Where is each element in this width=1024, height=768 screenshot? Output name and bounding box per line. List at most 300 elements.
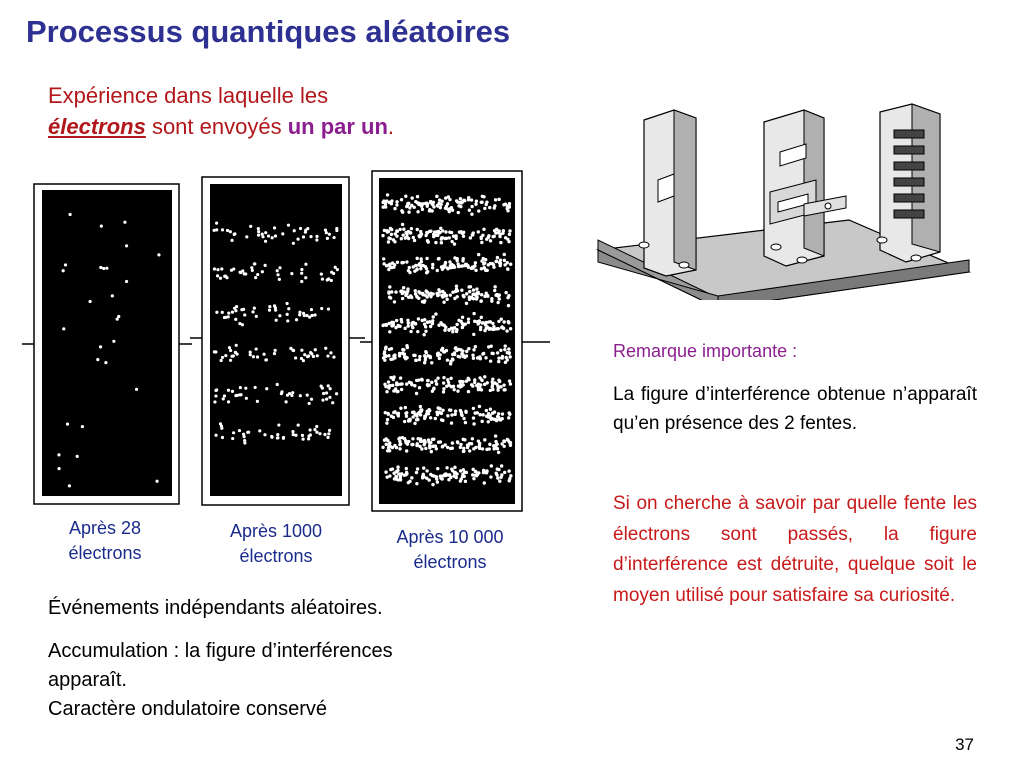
impact-dot (430, 381, 433, 384)
impact-dot (508, 233, 511, 236)
impact-dot (249, 350, 252, 353)
impact-dot (268, 309, 271, 312)
impact-dot (489, 389, 492, 392)
impact-dot (300, 349, 303, 352)
impact-dot (478, 447, 481, 450)
impact-dot (408, 266, 411, 269)
impact-dot (502, 445, 505, 448)
impact-dot (452, 265, 455, 268)
impact-dot (222, 397, 225, 400)
impact-dot (501, 355, 504, 358)
impact-dot (276, 433, 279, 436)
impact-dot (507, 416, 510, 419)
impact-dot (388, 330, 391, 333)
impact-dot (410, 196, 413, 199)
impact-dot (509, 441, 512, 444)
impact-dot (502, 383, 505, 386)
impact-dot (447, 381, 450, 384)
impact-dot (334, 266, 337, 269)
impact-dot (216, 268, 219, 271)
impact-dot (395, 234, 398, 237)
impact-dot (490, 352, 493, 355)
impact-dot (475, 297, 478, 300)
slide-title: Processus quantiques aléatoires (26, 14, 511, 49)
impact-dot (111, 294, 114, 297)
impact-dot (508, 355, 511, 358)
impact-dot (243, 439, 246, 442)
impact-dot (392, 375, 395, 378)
impact-dot (257, 234, 260, 237)
impact-dot (328, 429, 331, 432)
impact-dot (489, 475, 492, 478)
impact-dot (395, 229, 398, 232)
impact-dot (434, 241, 437, 244)
impact-dot (448, 210, 451, 213)
impact-dot (255, 347, 258, 350)
impact-dot (278, 278, 281, 281)
caption-28: Après 28 électrons (68, 518, 142, 563)
impact-dot (277, 423, 280, 426)
panel-10000-electrons (360, 168, 550, 516)
impact-dot (229, 359, 232, 362)
impact-dot (258, 429, 261, 432)
impact-dot (480, 420, 483, 423)
impact-dot (479, 236, 482, 239)
impact-dot (407, 481, 410, 484)
impact-dot (385, 229, 388, 232)
impact-dot (229, 349, 232, 352)
impact-dot (389, 237, 392, 240)
impact-dot (405, 415, 408, 418)
impact-dot (405, 260, 408, 263)
impact-dot (435, 382, 438, 385)
impact-dot (99, 266, 102, 269)
impact-dot (453, 351, 456, 354)
impact-dot (99, 345, 102, 348)
impact-dot (323, 433, 326, 436)
impact-dot (446, 446, 449, 449)
impact-dot (410, 381, 413, 384)
impact-dot (424, 289, 427, 292)
impact-dot (500, 473, 503, 476)
impact-dot (498, 235, 501, 238)
impact-dot (425, 469, 428, 472)
impact-dot (506, 268, 509, 271)
impact-dot (459, 409, 462, 412)
impact-dot (257, 227, 260, 230)
impact-dot (398, 228, 401, 231)
impact-dot (219, 277, 222, 280)
impact-dot (448, 230, 451, 233)
impact-dot (265, 387, 268, 390)
impact-dot (416, 195, 419, 198)
impact-dot (476, 356, 479, 359)
impact-dot (483, 375, 486, 378)
impact-dot (493, 204, 496, 207)
impact-dot (452, 388, 455, 391)
impact-dot (57, 467, 60, 470)
impact-dot (326, 436, 329, 439)
impact-dot (406, 290, 409, 293)
impact-dot (498, 480, 501, 483)
impact-dot (315, 238, 318, 241)
impact-dot (300, 272, 303, 275)
impact-dot (490, 417, 493, 420)
impact-dot (468, 295, 471, 298)
impact-dot (449, 293, 452, 296)
impact-dot (462, 447, 465, 450)
impact-dot (497, 198, 500, 201)
impact-dot (460, 414, 463, 417)
impact-dot (453, 413, 456, 416)
impact-dot (456, 262, 459, 265)
impact-dot (324, 229, 327, 232)
impact-dot (434, 379, 437, 382)
impact-dot (483, 481, 486, 484)
impact-dot (274, 234, 277, 237)
impact-dot (418, 386, 421, 389)
impact-dot (498, 297, 501, 300)
impact-dot (410, 227, 413, 230)
impact-dot (112, 340, 115, 343)
impact-dot (57, 453, 60, 456)
impact-dot (415, 295, 418, 298)
impact-dot (426, 231, 429, 234)
impact-dot (390, 414, 393, 417)
impact-dot (233, 233, 236, 236)
impact-dot (432, 315, 435, 318)
impact-dot (245, 235, 248, 238)
impact-dot (405, 233, 408, 236)
impact-dot (231, 390, 234, 393)
impact-dot (312, 355, 315, 358)
impact-dot (474, 203, 477, 206)
impact-dot (435, 447, 438, 450)
impact-dot (470, 442, 473, 445)
impact-dot (422, 473, 425, 476)
impact-dot (425, 351, 428, 354)
impact-dot (392, 472, 395, 475)
impact-dot (420, 378, 423, 381)
impact-dot (441, 347, 444, 350)
impact-dot (469, 285, 472, 288)
impact-dot (253, 307, 256, 310)
impact-dot (478, 405, 481, 408)
page-number: 37 (955, 735, 974, 754)
impact-dot (469, 236, 472, 239)
impact-dot (261, 270, 264, 273)
impact-dot (463, 438, 466, 441)
impact-dot (214, 394, 217, 397)
impact-dot (488, 447, 491, 450)
impact-dot (230, 239, 233, 242)
impact-dot (326, 354, 329, 357)
impact-dot (493, 410, 496, 413)
impact-dot (459, 469, 462, 472)
impact-dot (388, 265, 391, 268)
impact-dot (221, 436, 224, 439)
impact-dot (482, 228, 485, 231)
impact-dot (462, 295, 465, 298)
impact-dot (426, 205, 429, 208)
impact-dot (444, 443, 447, 446)
impact-dot (256, 273, 259, 276)
impact-dot (426, 383, 429, 386)
impact-dot (478, 442, 481, 445)
impact-dot (484, 356, 487, 359)
impact-dot (462, 383, 465, 386)
remark-warning: Si on cherche à savoir par quelle fente les électrons sont passés, la figure d’interférence est détruite, quelque soit le moyen utilisé pour satisfaire sa curiosité. (613, 493, 977, 606)
impact-dot (404, 236, 407, 239)
impact-dot (421, 208, 424, 211)
impact-dot (429, 325, 432, 328)
impact-dot (447, 328, 450, 331)
impact-dot (227, 400, 230, 403)
impact-dot (499, 349, 502, 352)
impact-dot (386, 418, 389, 421)
intro-period: . (387, 114, 395, 139)
impact-dot (267, 234, 270, 237)
impact-dot (405, 467, 408, 470)
impact-dot (464, 421, 467, 424)
impact-dot (472, 477, 475, 480)
impact-dot (392, 323, 395, 326)
impact-dot (296, 238, 299, 241)
impact-dot (436, 269, 439, 272)
impact-dot (383, 358, 386, 361)
impact-dot (428, 409, 431, 412)
impact-dot (401, 297, 404, 300)
impact-dot (427, 240, 430, 243)
impact-dot (412, 265, 415, 268)
impact-dot (262, 353, 265, 356)
impact-dot (457, 319, 460, 322)
impact-dot (298, 311, 301, 314)
impact-dot (496, 467, 499, 470)
impact-dot (299, 227, 302, 230)
impact-dot (104, 361, 107, 364)
impact-dot (280, 390, 283, 393)
impact-dot (450, 413, 453, 416)
impact-dot (470, 212, 473, 215)
impact-dot (479, 300, 482, 303)
impact-dot (287, 224, 290, 227)
impact-dot (291, 391, 294, 394)
impact-dot (395, 200, 398, 203)
impact-dot (332, 236, 335, 239)
impact-dot (384, 355, 387, 358)
impact-dot (419, 233, 422, 236)
impact-dot (487, 234, 490, 237)
impact-dot (442, 376, 445, 379)
impact-dot (441, 445, 444, 448)
impact-dot (414, 200, 417, 203)
impact-dot (304, 276, 307, 279)
impact-dot (503, 348, 506, 351)
impact-dot (455, 472, 458, 475)
impact-dot (304, 263, 307, 266)
impact-dot (444, 196, 447, 199)
impact-dot (413, 269, 416, 272)
impact-dot (508, 379, 511, 382)
impact-dot (329, 351, 332, 354)
impact-dot (402, 233, 405, 236)
impact-dot (442, 301, 445, 304)
impact-dot (292, 433, 295, 436)
impact-dot (123, 221, 126, 224)
impact-dot (444, 261, 447, 264)
impact-dot (459, 230, 462, 233)
impact-dot (407, 269, 410, 272)
impact-dot (437, 288, 440, 291)
impact-dot (461, 316, 464, 319)
impact-dot (251, 310, 254, 313)
impact-dot (400, 388, 403, 391)
impact-dot (467, 196, 470, 199)
impact-dot (494, 443, 497, 446)
impact-dot (416, 257, 419, 260)
impact-dot (424, 325, 427, 328)
impact-dot (468, 208, 471, 211)
impact-dot (327, 384, 330, 387)
impact-dot (386, 449, 389, 452)
impact-dot (276, 269, 279, 272)
impact-dot (483, 383, 486, 386)
impact-dot (502, 229, 505, 232)
impact-dot (412, 354, 415, 357)
impact-dot (411, 437, 414, 440)
impact-dot (509, 263, 512, 266)
impact-dot (485, 409, 488, 412)
impact-dot (304, 229, 307, 232)
impact-dot (305, 314, 308, 317)
impact-dot (483, 438, 486, 441)
impact-dot (507, 304, 510, 307)
impact-dot (446, 358, 449, 361)
impact-dot (407, 324, 410, 327)
impact-dot (400, 237, 403, 240)
impact-dot (428, 355, 431, 358)
impact-dot (389, 468, 392, 471)
impact-dot (444, 207, 447, 210)
impact-dot (263, 433, 266, 436)
impact-dot (432, 438, 435, 441)
impact-dot (455, 285, 458, 288)
impact-dot (486, 295, 489, 298)
impact-dot (509, 474, 512, 477)
impact-dot (415, 392, 418, 395)
impact-dot (445, 385, 448, 388)
impact-dot (435, 195, 438, 198)
impact-dot (410, 476, 413, 479)
impact-dot (470, 205, 473, 208)
impact-dot (223, 394, 226, 397)
impact-dot (441, 419, 444, 422)
impact-dot (271, 236, 274, 239)
impact-dot (392, 411, 395, 414)
panel-1000-electrons (190, 174, 365, 510)
impact-dot (481, 447, 484, 450)
remark-title: Remarque importante : (613, 341, 798, 361)
impact-dot (214, 434, 217, 437)
impact-dot (242, 433, 245, 436)
impact-dot (396, 469, 399, 472)
impact-dot (488, 206, 491, 209)
impact-dot (422, 333, 425, 336)
impact-dot (405, 449, 408, 452)
impact-dot (436, 204, 439, 207)
impact-dot (446, 202, 449, 205)
impact-dot (414, 289, 417, 292)
impact-dot (68, 484, 71, 487)
impact-dot (438, 357, 441, 360)
impact-dot (414, 322, 417, 325)
impact-dot (125, 244, 128, 247)
impact-dot (292, 242, 295, 245)
impact-dot (480, 201, 483, 204)
impact-dot (508, 229, 511, 232)
impact-dot (281, 232, 284, 235)
impact-dot (415, 359, 418, 362)
impact-dot (404, 406, 407, 409)
impact-dot (232, 431, 235, 434)
impact-dot (307, 434, 310, 437)
impact-dot (493, 285, 496, 288)
impact-dot (475, 199, 478, 202)
accumulation-text: Accumulation : la figure d’interférences apparaît. Caractère ondulatoire conservé (48, 640, 393, 720)
impact-dot (472, 348, 475, 351)
caption-1000: Après 1000 électrons (229, 521, 323, 566)
impact-dot (502, 439, 505, 442)
impact-dot (155, 480, 158, 483)
impact-dot (326, 237, 329, 240)
impact-dot (295, 318, 298, 321)
impact-dot (441, 409, 444, 412)
impact-dot (448, 408, 451, 411)
impact-dot (326, 278, 329, 281)
impact-dot (506, 438, 509, 441)
impact-dot (459, 381, 462, 384)
impact-dot (308, 402, 311, 405)
impact-dot (489, 359, 492, 362)
impact-dot (393, 444, 396, 447)
impact-dot (453, 242, 456, 245)
impact-dot (243, 313, 246, 316)
impact-dot (399, 376, 402, 379)
impact-dot (239, 271, 242, 274)
impact-dot (439, 477, 442, 480)
impact-dot (66, 423, 69, 426)
impact-dot (224, 275, 227, 278)
impact-dot (496, 476, 499, 479)
impact-dot (384, 411, 387, 414)
impact-dot (424, 330, 427, 333)
impact-dot (396, 478, 399, 481)
impact-dot (230, 269, 233, 272)
impact-dot (383, 439, 386, 442)
impact-dot (414, 292, 417, 295)
impact-dot (437, 324, 440, 327)
impact-dot (409, 231, 412, 234)
impact-dot (400, 209, 403, 212)
impact-dot (454, 346, 457, 349)
impact-dot (435, 292, 438, 295)
impact-dot (477, 292, 480, 295)
impact-dot (451, 446, 454, 449)
impact-dot (276, 383, 279, 386)
impact-dot (401, 436, 404, 439)
impact-dot (461, 326, 464, 329)
